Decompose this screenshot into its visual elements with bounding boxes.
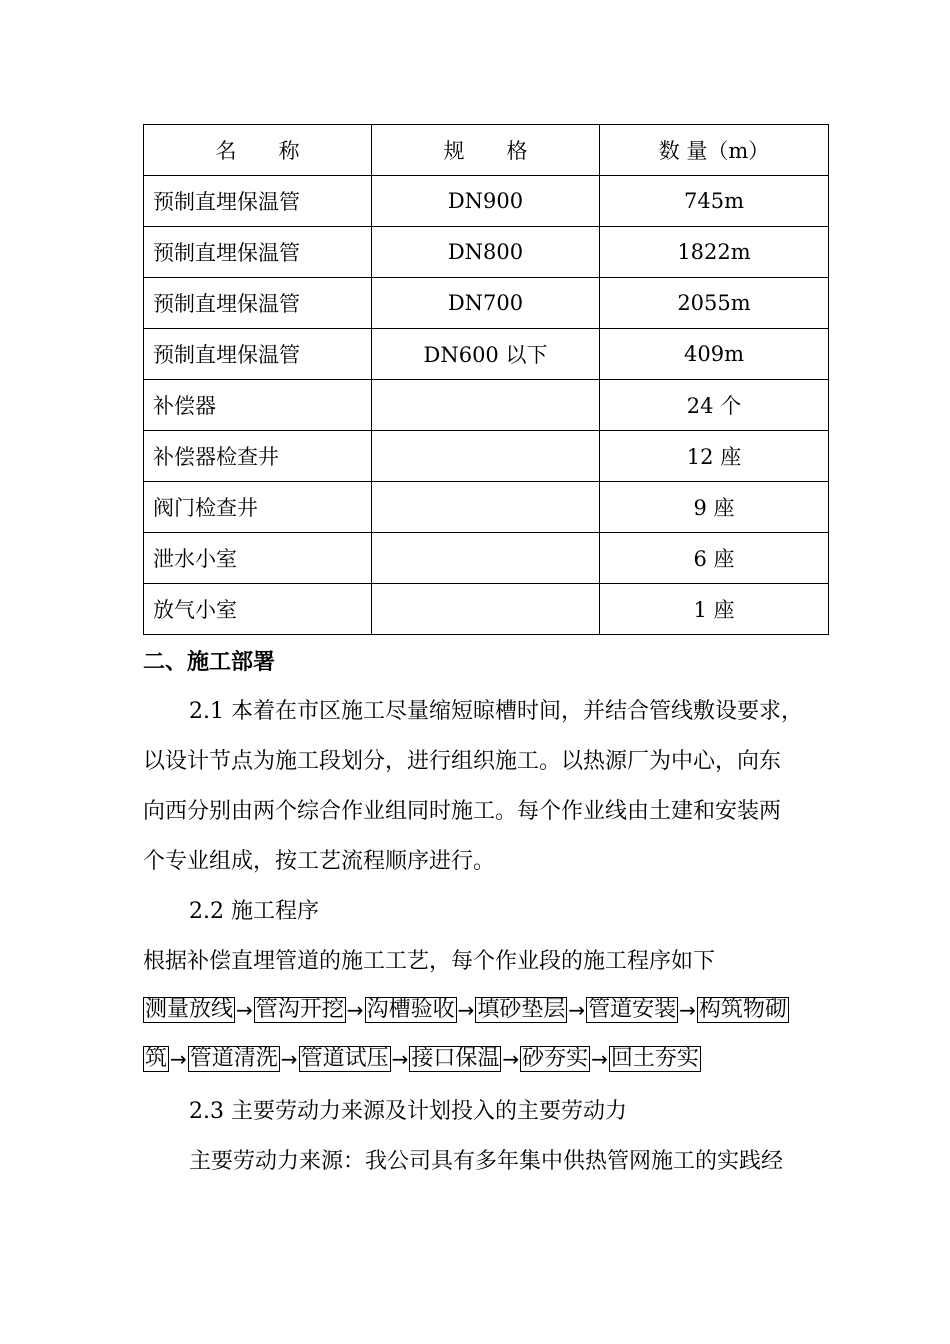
flow-step: 管道安装: [588, 997, 677, 1022]
cell-quantity: 6 座: [600, 533, 829, 584]
paragraph-line: 2.1 本着在市区施工尽量缩短晾槽时间，并结合管线敷设要求，: [189, 699, 803, 724]
arrow-icon: →: [502, 1047, 520, 1071]
cell-spec: DN900: [372, 176, 600, 227]
flow-step: 砂夯实: [522, 1046, 589, 1071]
flow-step: 回土夯实: [610, 1046, 699, 1071]
cell-quantity: 24 个: [600, 380, 829, 431]
cell-quantity: 12 座: [600, 431, 829, 482]
arrow-icon: →: [457, 998, 475, 1022]
arrow-icon: →: [568, 998, 586, 1022]
cell-quantity: 409m: [600, 329, 829, 380]
flow-step: 填砂垫层: [477, 997, 566, 1022]
table-row: [144, 431, 829, 482]
table-row: [144, 278, 829, 329]
cell-spec: [372, 584, 600, 635]
cell-name: 补偿器检查井: [144, 431, 372, 482]
cell-spec: [372, 482, 600, 533]
arrow-icon: →: [280, 1047, 298, 1071]
header-quantity: 数 量（m）: [600, 125, 829, 176]
table-row: [144, 482, 829, 533]
flow-step: 管道清洗: [189, 1046, 278, 1071]
cell-spec: [372, 431, 600, 482]
cell-name: 预制直埋保温管: [144, 176, 372, 227]
cell-spec: [372, 380, 600, 431]
flow-step: 测量放线: [145, 997, 234, 1022]
header-name: 名 称: [144, 125, 372, 176]
arrow-icon: →: [591, 1047, 608, 1071]
cell-spec: DN600 以下: [372, 329, 600, 380]
paragraph-line: 主要劳动力来源：我公司具有多年集中供热管网施工的实践经: [189, 1149, 784, 1174]
cell-name: 预制直埋保温管: [144, 329, 372, 380]
flow-step: 筑: [145, 1046, 168, 1071]
subsection-title: 2.2 施工程序: [189, 899, 319, 924]
flow-step: 沟槽验收: [366, 997, 455, 1022]
header-spec: 规 格: [372, 125, 600, 176]
table-row: [144, 227, 829, 278]
cell-quantity: 1 座: [600, 584, 829, 635]
paragraph-line: 向西分别由两个综合作业组同时施工。每个作业线由土建和安装两: [143, 799, 782, 824]
cell-name: 补偿器: [144, 380, 372, 431]
cell-spec: [372, 533, 600, 584]
cell-name: 阀门检查井: [144, 482, 372, 533]
table-row: [144, 533, 829, 584]
table-row: [144, 329, 829, 380]
cell-quantity: 9 座: [600, 482, 829, 533]
table-row: [144, 176, 829, 227]
paragraph-line: 个专业组成，按工艺流程顺序进行。: [143, 849, 496, 874]
cell-name: 预制直埋保温管: [144, 278, 372, 329]
cell-spec: DN700: [372, 278, 600, 329]
paragraph-line: 根据补偿直埋管道的施工工艺，每个作业段的施工程序如下: [143, 949, 716, 974]
arrow-icon: →: [236, 998, 253, 1022]
table-header-row: [144, 125, 829, 176]
flow-step: 构筑物砌: [698, 997, 787, 1022]
subsection-title: 2.3 主要劳动力来源及计划投入的主要劳动力: [189, 1099, 627, 1124]
flow-step: 管道试压: [300, 1046, 389, 1071]
cell-name: 放气小室: [144, 584, 372, 635]
table-row: [144, 584, 829, 635]
process-flow-line-2: [143, 1046, 701, 1072]
cell-name: 泄水小室: [144, 533, 372, 584]
arrow-icon: →: [346, 998, 364, 1022]
cell-quantity: 2055m: [600, 278, 829, 329]
arrow-icon: →: [170, 1047, 187, 1071]
cell-spec: DN800: [372, 227, 600, 278]
cell-quantity: 1822m: [600, 227, 829, 278]
arrow-icon: →: [391, 1047, 409, 1071]
cell-quantity: 745m: [600, 176, 829, 227]
table-row: [144, 380, 829, 431]
paragraph-line: 以设计节点为施工段划分，进行组织施工。以热源厂为中心，向东: [143, 749, 782, 774]
cell-name: 预制直埋保温管: [144, 227, 372, 278]
section-heading: 二、施工部署: [143, 649, 276, 675]
arrow-icon: →: [679, 998, 696, 1022]
flow-step: 接口保温: [411, 1046, 500, 1071]
materials-table: [143, 124, 829, 635]
process-flow-line-1: [143, 997, 789, 1023]
flow-step: 管沟开挖: [255, 997, 344, 1022]
